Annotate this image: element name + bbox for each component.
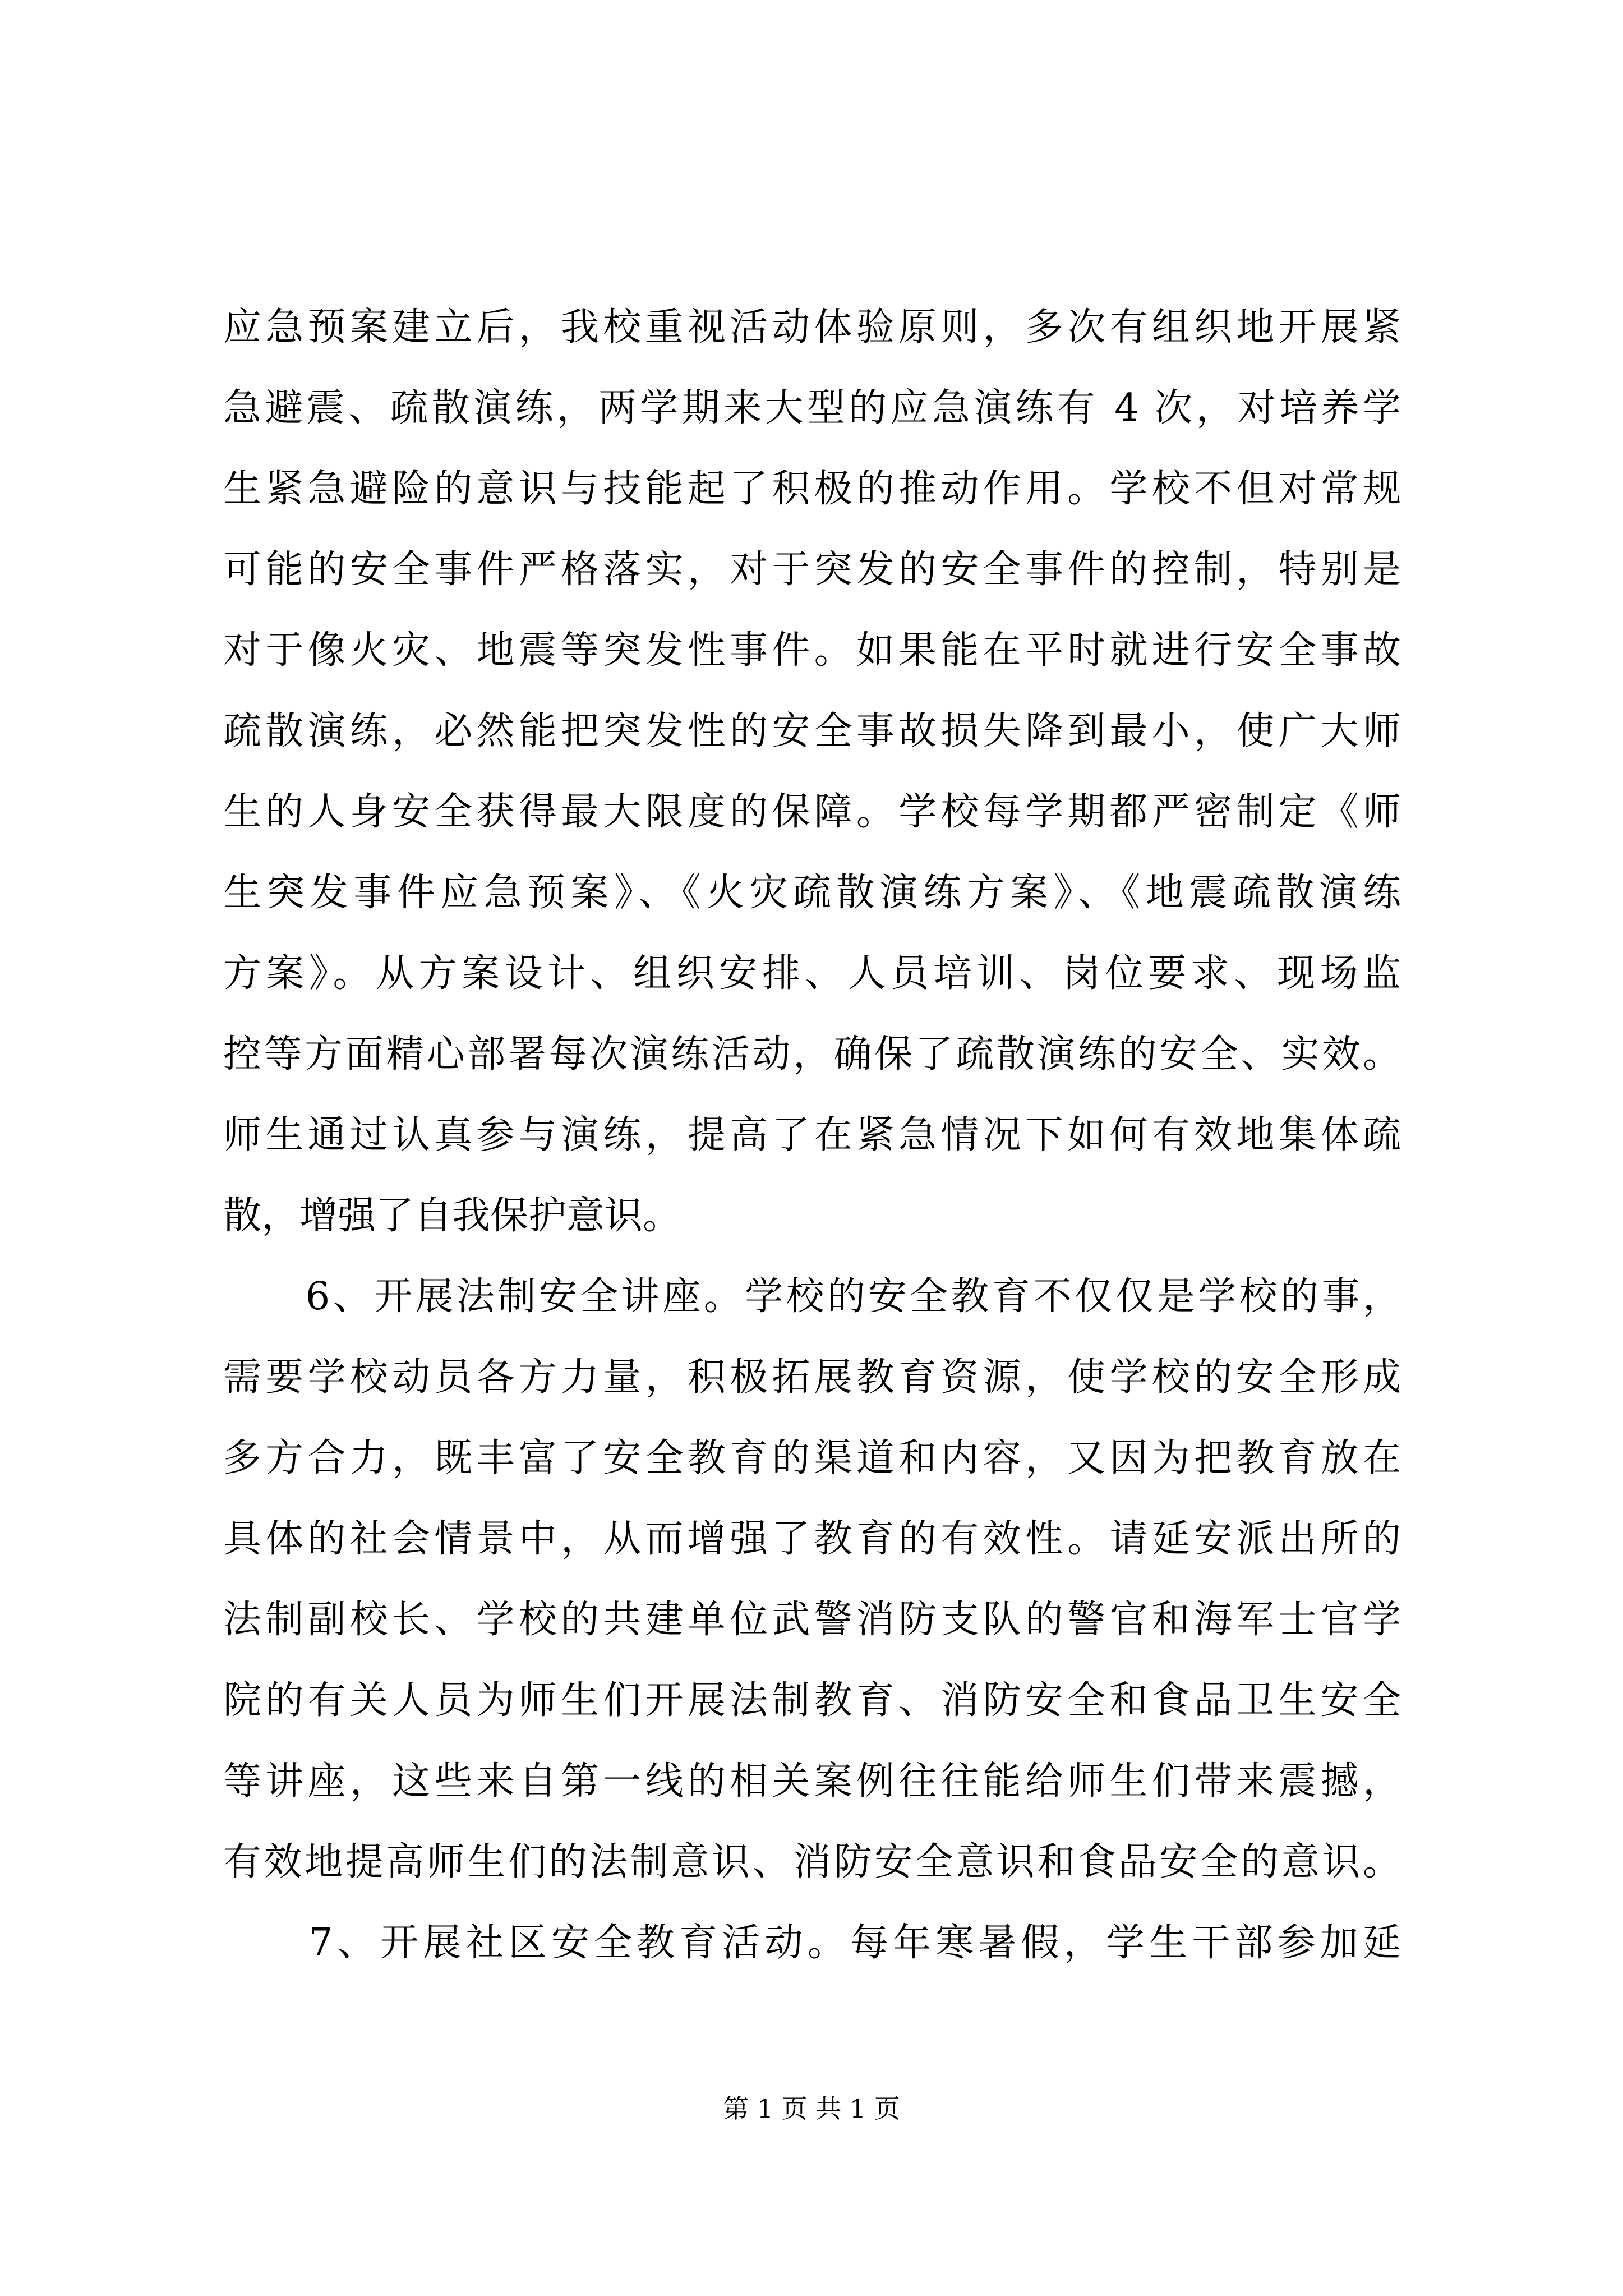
text-line: 控等方面精心部署每次演练活动，确保了疏散演练的安全、实效。 [223,1032,1401,1076]
text-line: 院的有关人员为师生们开展法制教育、消防安全和食品卫生安全 [223,1678,1401,1723]
text-line: 具体的社会情景中，从而增强了教育的有效性。请延安派出所的 [223,1517,1401,1561]
text-line: 6、开展法制安全讲座。学校的安全教育不仅仅是学校的事， [223,1274,1401,1319]
text-line: 法制副校长、学校的共建单位武警消防支队的警官和海军士官学 [223,1598,1401,1642]
body-text [223,287,1401,1984]
text-line: 7、开展社区安全教育活动。每年寒暑假，学生干部参加延 [223,1921,1401,1965]
text-line: 师生通过认真参与演练，提高了在紧急情况下如何有效地集体疏 [223,1113,1401,1157]
text-line: 生的人身安全获得最大限度的保障。学校每学期都严密制定《师 [223,790,1401,834]
text-line: 有效地提高师生们的法制意识、消防安全意识和食品安全的意识。 [223,1840,1401,1884]
text-line: 散，增强了自我保护意识。 [223,1194,681,1238]
text-line: 可能的安全事件严格落实，对于突发的安全事件的控制，特别是 [223,547,1401,592]
text-line: 生紧急避险的意识与技能起了积极的推动作用。学校不但对常规 [223,467,1401,511]
text-line: 疏散演练，必然能把突发性的安全事故损失降到最小，使广大师 [223,709,1401,753]
text-line: 等讲座，这些来自第一线的相关案例往往能给师生们带来震撼， [223,1759,1401,1803]
text-line: 急避震、疏散演练，两学期来大型的应急演练有 4 次，对培养学 [223,386,1401,430]
text-line: 生突发事件应急预案》、《火灾疏散演练方案》、《地震疏散演练 [223,871,1401,915]
text-line: 方案》。从方案设计、组织安排、人员培训、岗位要求、现场监 [223,951,1401,996]
page-footer: 第 1 页 共 1 页 [723,2093,900,2124]
text-line: 应急预案建立后，我校重视活动体验原则，多次有组织地开展紧 [223,305,1401,349]
text-line: 对于像火灾、地震等突发性事件。如果能在平时就进行安全事故 [223,628,1401,673]
text-line: 多方合力，既丰富了安全教育的渠道和内容，又因为把教育放在 [223,1436,1401,1480]
text-line: 需要学校动员各方力量，积极拓展教育资源，使学校的安全形成 [223,1355,1401,1400]
